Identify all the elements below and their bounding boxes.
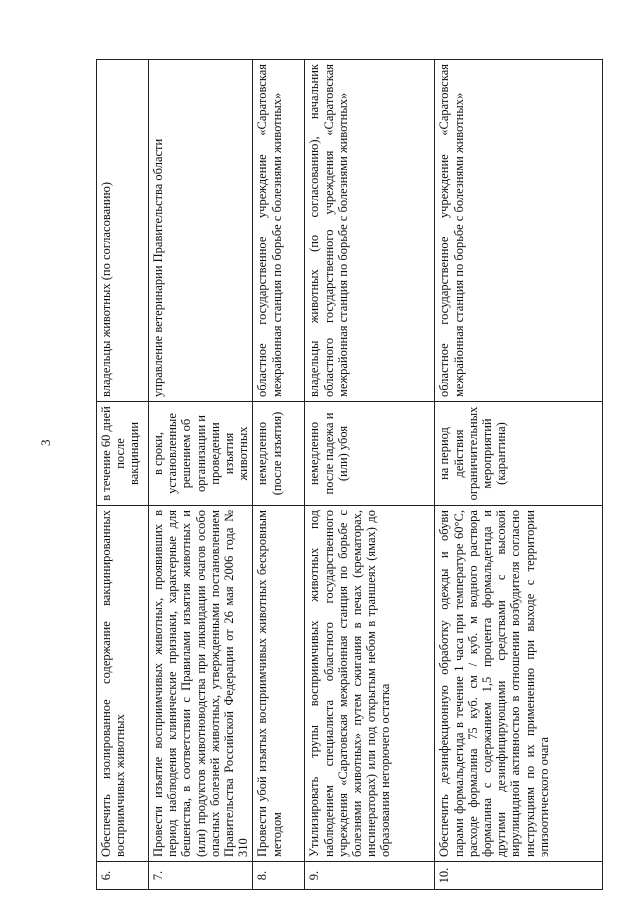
row-deadline: немедленно после падежа и (или) убоя — [305, 402, 435, 506]
row-responsible: владельцы животных (по согласованию), начальник областного государственного учреждения «Саратовская межрайонная станция по борьбе с болезнями животных» — [305, 60, 435, 402]
row-responsible: областное государственное учреждение «Саратовская межрайонная станция по борьбе с болезнями животных» — [435, 60, 603, 402]
row-responsible: владельцы животных (по согласованию) — [97, 60, 149, 402]
table-row — [149, 60, 253, 890]
row-number: 8. — [253, 862, 305, 890]
row-number: 7. — [149, 862, 253, 890]
row-number: 6. — [97, 862, 149, 890]
row-responsible: областное государственное учреждение «Саратовская межрайонная станция по борьбе с болезнями животных» — [253, 60, 305, 402]
measures-table — [96, 59, 603, 890]
table-row — [435, 60, 603, 890]
row-action: Обеспечить изолированное содержание вакцинированных восприимчивых животных — [97, 506, 149, 862]
row-deadline: немедленно (после изъятия) — [253, 402, 305, 506]
row-action: Провести изъятие восприимчивых животных, проявивших в период наблюдения клинические признаки, характерные для бешенства, в соответствии с Правилами изъятия животных и (или) продуктов животноводства при ликвидации очагов особо опасных болезней животных, утвержденными постановлением Правительства Российской Федерации от 26 мая 2006 года № 310 — [149, 506, 253, 862]
row-action: Провести убой изъятых восприимчивых животных бескровным методом — [253, 506, 305, 862]
table-row — [253, 60, 305, 890]
measures-table-frame — [96, 60, 601, 890]
row-deadline: в сроки, установленные решением об организации и проведении изъятия животных — [149, 402, 253, 506]
table-row — [305, 60, 435, 890]
page-number: 3 — [38, 439, 53, 446]
row-deadline: в течение 60 дней после вакцинации — [97, 402, 149, 506]
row-responsible: управление ветеринарии Правительства области — [149, 60, 253, 402]
row-number: 9. — [305, 862, 435, 890]
row-deadline: на период действия ограничительных мероприятий (карантина) — [435, 402, 603, 506]
row-action: Обеспечить дезинфекционную обработку одежды и обуви парами формальдегида в течение 1 часа при температуре 60°С, расходе формалина 75 куб. см / куб. м водного раствора формалина с содержанием 1,5 процента формальдегида и другими дезинфицирующими средствами с высокой вирулицидной активностью в отношении возбудителя согласно инструкциям по их применению при выходе с территории эпизоотического очага — [435, 506, 603, 862]
row-number: 10. — [435, 862, 603, 890]
table-row — [97, 60, 149, 890]
row-action: Утилизировать трупы восприимчивых животных под наблюдением специалиста областного государственного учреждения «Саратовская межрайонная станция по борьбе с болезнями животных» путем сжигания в печах (крематорах, инсинераторах) или под открытым небом в траншеях (ямах) до образования негорючего остатка — [305, 506, 435, 862]
